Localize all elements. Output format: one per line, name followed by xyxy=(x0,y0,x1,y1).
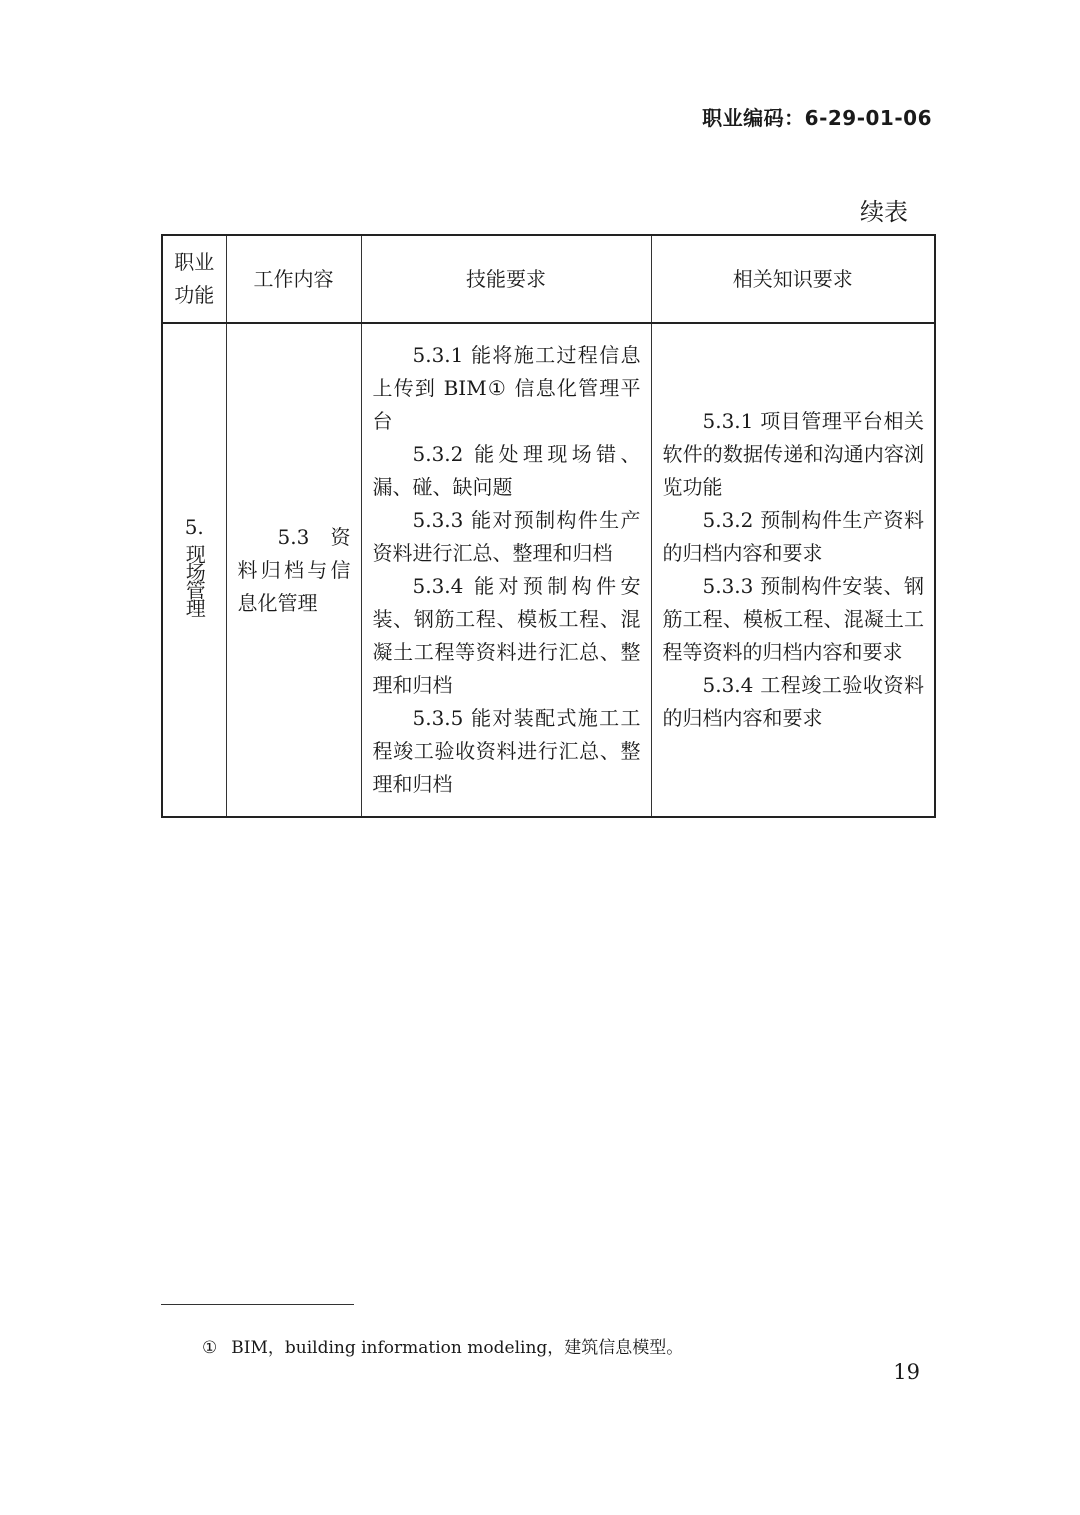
continued-table-label: 续表 xyxy=(860,198,908,226)
page-number: 19 xyxy=(893,1360,920,1384)
knowledge-item: 5.3.4 工程竣工验收资料的归档内容和要求 xyxy=(662,673,924,730)
column-header-function-label: 职业 功能 xyxy=(174,250,215,307)
skill-item: 5.3.4 能对预制构件安装、钢筋工程、模板工程、混凝土工程等资料进行汇总、整理和归档 xyxy=(372,574,641,697)
skill-item: 5.3.1 能将施工过程信息上传到 BIM① 信息化管理平台 xyxy=(372,343,641,433)
work-content-cell xyxy=(226,323,361,817)
table-header-row xyxy=(162,235,935,323)
skills-cell xyxy=(361,323,651,817)
function-cell xyxy=(162,323,226,817)
knowledge-item: 5.3.3 预制构件安装、钢筋工程、模板工程、混凝土工程等资料的归档内容和要求 xyxy=(662,574,924,664)
table-row xyxy=(162,323,935,817)
skill-item: 5.3.2 能处理现场错、漏、碰、缺问题 xyxy=(372,442,641,499)
footnote-divider xyxy=(161,1304,354,1305)
skill-item: 5.3.5 能对装配式施工工程竣工验收资料进行汇总、整理和归档 xyxy=(372,706,641,796)
work-content-text: 5.3 资料归档与信息化管理 xyxy=(237,524,351,615)
column-header-work-content: 工作内容 xyxy=(226,235,361,323)
function-number: 5. xyxy=(184,515,204,539)
column-header-function xyxy=(162,235,226,323)
function-name: 现场管理 xyxy=(182,544,207,616)
footnote-mark: ① xyxy=(202,1338,218,1358)
knowledge-item: 5.3.2 预制构件生产资料的归档内容和要求 xyxy=(662,508,924,565)
column-header-skills: 技能要求 xyxy=(361,235,651,323)
skill-item: 5.3.3 能对预制构件生产资料进行汇总、整理和归档 xyxy=(372,508,641,565)
occupation-standard-table xyxy=(161,234,936,818)
footnote xyxy=(202,1333,683,1358)
knowledge-item: 5.3.1 项目管理平台相关软件的数据传递和沟通内容浏览功能 xyxy=(662,409,924,499)
knowledge-cell xyxy=(651,323,935,817)
occupation-code: 职业编码：6-29-01-06 xyxy=(702,106,932,130)
column-header-knowledge: 相关知识要求 xyxy=(651,235,935,323)
footnote-text: BIM，building information modeling，建筑信息模型。 xyxy=(231,1338,684,1358)
